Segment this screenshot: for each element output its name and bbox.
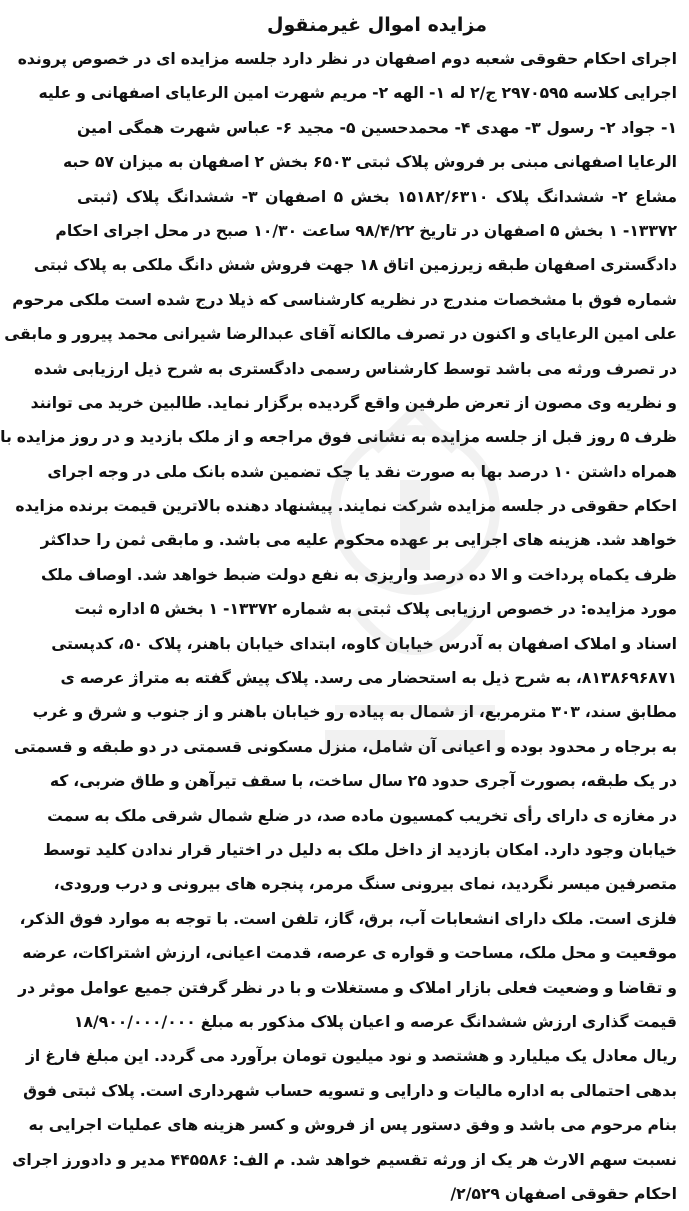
body-line: ۱۳۳۷۲- ۱ بخش ۵ اصفهان در تاریخ ۹۸/۴/۲۲ ساعت ۱۰/۳۰ صبح در محل اجرای احکام bbox=[55, 221, 677, 240]
body-line: در مغازه ی دارای رأی تخریب کمسیون ماده صد، در ضلع شمال شرقی ملک به سمت bbox=[47, 806, 677, 825]
body-line: مطابق سند، ۳۰۳ مترمربع، از شمال به پیاده رو خیابان باهنر و از جنوب و شرق و غرب bbox=[32, 703, 677, 722]
body-line: خیابان وجود دارد. امکان بازدید از داخل ملک به دلیل در اختیار قرار ندادن کلید توسط bbox=[43, 840, 677, 859]
body-line: خواهد شد. هزینه های اجرایی بر عهده محکوم علیه می باشد. و مابقی ثمن را حداکثر bbox=[40, 531, 677, 550]
body-line: دادگستری اصفهان طبقه زیرزمین اتاق ۱۸ جهت فروش شش دانگ ملکی به پلاک ثبتی bbox=[33, 256, 677, 275]
body-line: و نظریه وی مصون از تعرض طرفین واقع گردیده برگزار نماید. طالبین خرید می توانند bbox=[30, 393, 677, 412]
body-line: بدهی احتمالی به اداره مالیات و دارایی و تسویه حساب شهرداری است. پلاک ثبتی فوق bbox=[23, 1081, 677, 1100]
body-line: ۱- جواد ۲- رسول ۳- مهدی ۴- محمدحسین ۵- مجید ۶- عباس شهرت همگی امین bbox=[77, 118, 677, 137]
body-line: علی امین الرعایای و اکنون در تصرف مالکانه آقای عبدالرضا شیرانی محمد پیرور و مابقی bbox=[4, 325, 677, 344]
body-line: در یک طبقه، بصورت آجری حدود ۲۵ سال ساخت، با سقف تیرآهن و طاق ضربی، که bbox=[49, 772, 677, 791]
body-line: در تصرف ورثه می باشد توسط کارشناس رسمی دادگستری به شرح ذیل ارزیابی شده bbox=[34, 359, 677, 378]
body-line: قیمت گذاری ارزش ششدانگ عرصه و اعیان پلاک مذکور به مبلغ ۱۸/۹۰۰/۰۰۰/۰۰۰ bbox=[73, 1012, 677, 1031]
notice-title: مزایده اموال غیرمنقول bbox=[267, 14, 487, 36]
body-line: فلزی است. ملک دارای انشعابات آب، برق، گاز، تلفن است. با توجه به موارد فوق الذکر، bbox=[19, 909, 677, 928]
body-line: شماره فوق با مشخصات مندرج در نظریه کارشناسی که ذیلا درج شده است ملکی مرحوم bbox=[12, 290, 677, 309]
body-line: به برجاه ر محدود بوده و اعیانی آن شامل، منزل مسکونی قسمتی در دو طبقه و قسمتی bbox=[13, 737, 677, 756]
body-line: الرعایا اصفهانی مبنی بر فروش پلاک ثبتی ۶۵۰۳ بخش ۲ اصفهان به میزان ۵۷ حبه bbox=[62, 153, 677, 172]
body-line: متصرفین میسر نگردید، نمای بیرونی سنگ مرمر، پنجره های بیرونی و درب ورودی، bbox=[53, 875, 677, 894]
body-line: مشاع ۲- ششدانگ پلاک ۱۵۱۸۲/۶۳۱۰ بخش ۵ اصفهان ۳- ششدانگ پلاک (ثبتی bbox=[77, 187, 677, 206]
body-line: موقعیت و محل ملک، مساحت و قواره ی عرصه، قدمت اعیانی، ارزش اشتراکات، عرضه bbox=[22, 944, 677, 963]
body-line: ظرف یکماه پرداخت و الا ده درصد واریزی به نفع دولت ضبط خواهد شد. اوصاف ملک bbox=[40, 565, 677, 584]
body-line: نسبت سهم الارث هر یک از ورثه تقسیم خواهد شد. م الف: ۴۴۵۵۸۶ مدیر و دادورز اجرای bbox=[12, 1150, 677, 1169]
body-line: همراه داشتن ۱۰ درصد بها به صورت نقد یا چک تضمین شده بانک ملی در وجه اجرای bbox=[47, 462, 677, 481]
body-line: ۸۱۳۸۶۹۶۸۷۱، به شرح ذیل به استحضار می رسد. پلاک پیش گفته به متراژ عرصه ی bbox=[60, 669, 677, 688]
body-line: مورد مزایده: در خصوص ارزیابی پلاک ثبتی به شماره ۱۳۳۷۲- ۱ بخش ۵ اداره ثبت bbox=[74, 600, 677, 619]
body-line: ظرف ۵ روز قبل از جلسه مزایده به نشانی فوق مراجعه و از ملک بازدید و در روز مزایده با bbox=[0, 428, 677, 447]
notice-body bbox=[0, 42, 677, 1211]
body-line: و تقاضا و وضعیت فعلی بازار املاک و مستغلات و با در نظر گرفتن جمیع عوامل موثر در bbox=[18, 978, 677, 997]
body-line: احکام حقوقی اصفهان ۲/۵۲۹/ bbox=[450, 1184, 677, 1203]
body-line: بنام مرحوم می باشد و وفق دستور پس از فروش و کسر هزینه های عملیات اجرایی به bbox=[28, 1116, 677, 1135]
body-line: اجرای احکام حقوقی شعبه دوم اصفهان در نظر دارد جلسه مزایده ای در خصوص پرونده bbox=[17, 50, 677, 68]
body-line: اجرایی کلاسه ۲۹۷۰۵۹۵ ج/۲ له ۱- الهه ۲- مریم شهرت امین الرعایای اصفهانی و علیه bbox=[38, 84, 677, 103]
body-line: ریال معادل یک میلیارد و هشتصد و نود میلیون تومان برآورد می گردد. این مبلغ فارغ از bbox=[25, 1047, 677, 1066]
body-line: احکام حقوقی در جلسه مزایده شرکت نمایند. پیشنهاد دهنده بالاترین قیمت برنده مزایده bbox=[15, 497, 677, 516]
body-line: اسناد و املاک اصفهان به آدرس خیابان کاوه، ابتدای خیابان باهنر، پلاک ۵۰، کدپستی bbox=[51, 634, 677, 653]
